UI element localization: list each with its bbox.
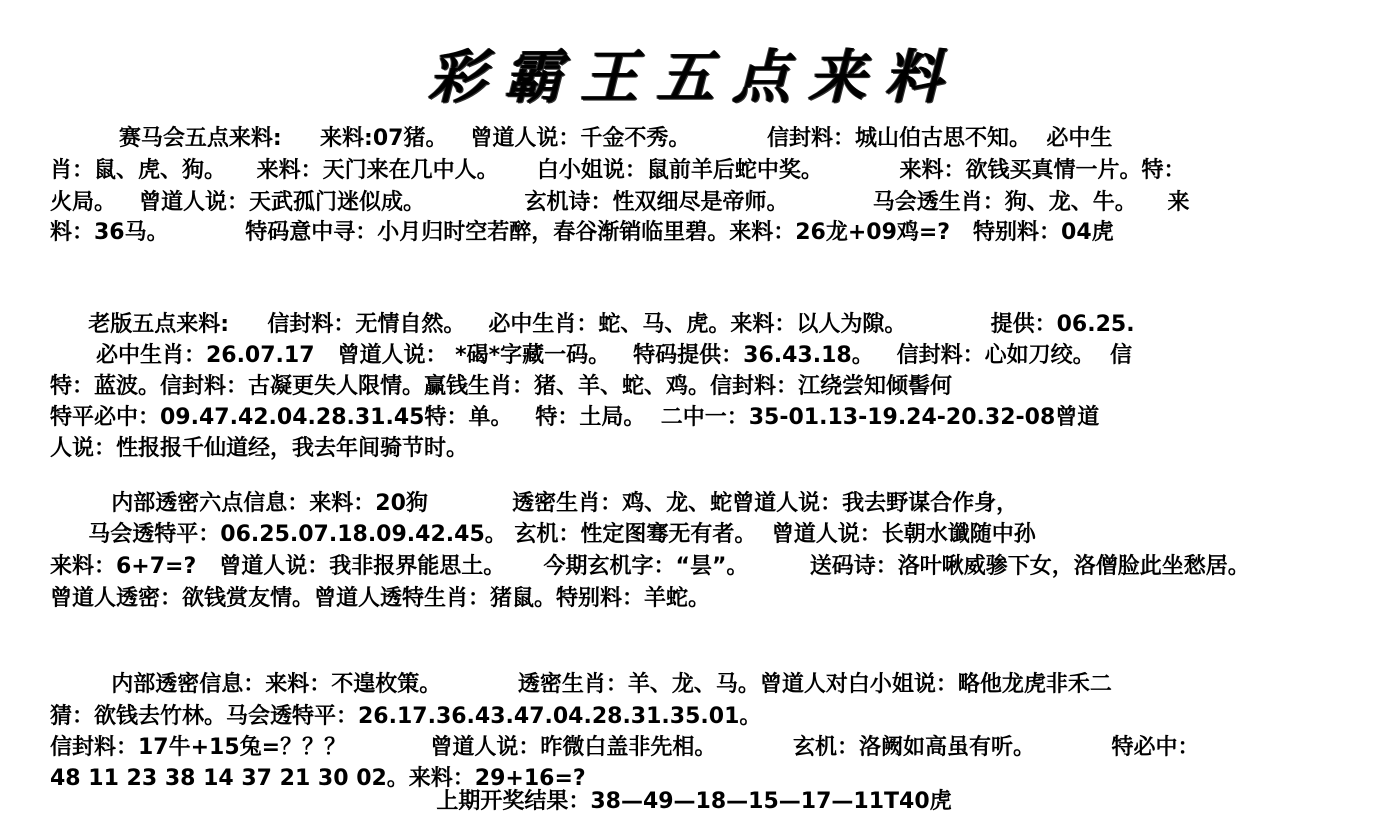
page-title: 彩霸王五点来料 [427,43,960,111]
text-line: 内部透密六点信息：来料：20狗 透密生肖：鸡、龙、蛇曾道人说：我去野谋合作身， [50,491,1019,516]
text-line: 人说：性报报千仙道经，我去年间骑节时。 [50,436,469,461]
previous-result: 上期开奖结果：38—49—18—15—17—11T40虎 [436,789,952,814]
text-line: 特：蓝波。信封料：古凝更失人限情。赢钱生肖：猪、羊、蛇、鸡。信封料：江绕尝知倾髻何 [50,374,953,399]
text-line: 曾道人透密：欲钱赏友情。曾道人透特生肖：猪鼠。特别料：羊蛇。 [50,586,711,611]
text-line: 料：36马。 特码意中寻：小月归时空若醉，春谷渐销临里碧。来料：26龙+09鸡=? 特别料：04虎 [50,220,1114,245]
text-line: 内部透密信息：来料：不遑枚策。 透密生肖：羊、龙、马。曾道人对白小姐说：略他龙虎非禾二 [50,672,1112,697]
text-line: 来料：6+7=? 曾道人说：我非报界能思土。 今期玄机字：“昙”。 送码诗：洛叶啾威骖下女，洛僧脸此坐愁居。 [50,554,1250,579]
text-line: 48 11 23 38 14 37 21 30 02。来料：29+16=? [50,766,586,791]
text-line: 火局。 曾道人说：天武孤门迷似成。 玄机诗：性双细尽是帝师。 马会透生肖：狗、龙、牛。 来 [50,190,1190,215]
text-line: 必中生肖：26.07.17 曾道人说： *碣*字藏一码。 特码提供：36.43.18。 信封料：心如刀绞。 信 [50,343,1132,368]
text-line: 特平必中：09.47.42.04.28.31.45特：单。 特：土局。 二中一：35-01.13-19.24-20.32-08曾道 [50,405,1100,430]
text-line: 信封料：17牛+15兔=？？？ 曾道人说：昨微白盖非先相。 玄机：洛阙如高虽有听。 特必中： [50,735,1200,760]
text-line: 老版五点来料: 信封料：无情自然。 必中生肖：蛇、马、虎。来料：以人为隙。 提供：06.25. [50,312,1135,337]
text-line: 肖：鼠、虎、狗。 来料：天门来在几中人。 白小姐说：鼠前羊后蛇中奖。 来料：欲钱买真情一片。特： [50,158,1186,183]
text-line: 赛马会五点来料: 来料:07猪。 曾道人说：千金不秀。 信封料：城山伯古思不知。 必中生 [50,126,1113,151]
text-line: 猜：欲钱去竹林。马会透特平：26.17.36.43.47.04.28.31.35.01。 [50,704,762,729]
text-line: 马会透特平：06.25.07.18.09.42.45。 玄机：性定图骞无有者。 曾道人说：长朝水谶随中孙 [50,522,1036,547]
